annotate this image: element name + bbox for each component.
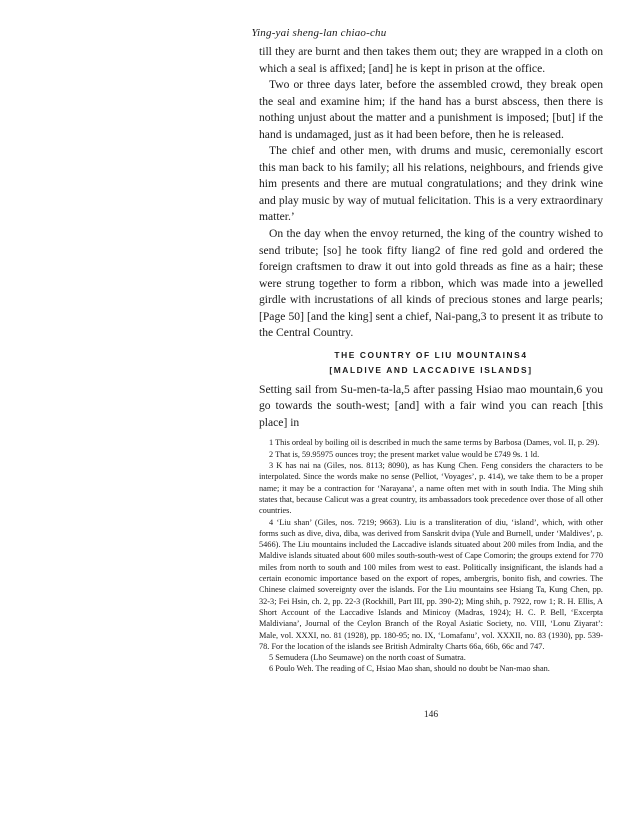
footnotes xyxy=(259,437,603,674)
footnote: 3 K has nai na (Giles, nos. 8113; 8090), as has Kung Chen. Feng considers the characters to be interpolated. Since the words make no sense (Pelliot, ‘Voyages’, p. 414), we take them to be a proper name; it may be a contraction for ‘Narayana’, a name often met with in south India. The Ming shih states that, because Calicut was a great country, its ambassadors took precedence over those of all other countries. xyxy=(259,461,603,516)
section-subtitle: [MALDIVE AND LACCADIVE ISLANDS] xyxy=(329,364,533,375)
running-head: Ying-yai sheng-lan chiao-chu xyxy=(251,27,387,39)
body-paragraph: The chief and other men, with drums and music, ceremonially escort this man back to his family; all his relations, neighbours, and friends give him presents and there are mutual congratulations; and they drink wine and play music by way of mutual felicitation. This is a very extraordinary matter.’ xyxy=(259,144,603,224)
section-title: THE COUNTRY OF LIU MOUNTAINS4 xyxy=(334,349,528,360)
main-text xyxy=(259,44,603,431)
page-number: 146 xyxy=(423,710,439,720)
footnote: 1 This ordeal by boiling oil is described in much the same terms by Barbosa (Dames, vol. II, p. 29). xyxy=(269,438,600,448)
body-paragraph: till they are burnt and then takes them out; they are wrapped in a cloth on which a seal is affixed; [and] he is kept in prison at the office. xyxy=(259,45,603,75)
footnote: 4 ‘Liu shan’ (Giles, nos. 7219; 9663). Liu is a transliteration of diu, ‘island’, which, with other forms such as dive, diva, diba, was derived from Sanskrit dvipa (Yule and Burnell, under ‘Maldives’, p. 5466). The Liu mountains included the Laccadive islands situated about 200 miles from India, and the Maldive islands situated about 600 miles south-south-west of Cape Comorin; the groups extend for 770 miles from north to south and 100 miles from west to east. Politically insignificant, the islands had a certain economic importance based on the export of ropes, ambergris, bonito fish, and cowries. The Chinese claimed sovereignty over the islands. For the Liu mountains see Hsiang Ta, Kung Chen, pp. 32-3; Fei Hsin, ch. 2, pp. 22-3 (Rockhill, Part III, pp. 390-2); Ming shih, p. 7922, row 1; R. H. Ellis, A Short Account of the Laccadive Islands and Minicoy (Madras, 1924); H. C. P. Bell, ‘Excerpta Maldiviana’, Journal of the Ceylon Branch of the Royal Asiatic Society, no. VIII, ‘Lonu Ziyarat’: Male, vol. XXXI, no. 81 (1928), pp. 180-95; no. IX, ‘Lomafanu’, vol. XXXII, no. 83 (1930), pp. 539-78. For the location of the islands see British Admiralty Charts 66a, 66b, 66c and 747. xyxy=(259,517,603,651)
body-paragraph: On the day when the envoy returned, the king of the country wished to send tribute; [so] he took fifty liang2 of fine red gold and ordered the foreign craftsmen to draw it out into gold threads as fine as a hair; these were strung together to form a ribbon, which was made into a jewelled girdle with incrustations of all kinds of precious stones and large pearls; [Page 50] [and the king] sent a chief, Nai-pang,3 to present it as tribute to the Central Country. xyxy=(259,227,603,340)
footnote: 6 Poulo Weh. The reading of C, Hsiao Mao shan, should no doubt be Nan-mao shan. xyxy=(269,664,550,674)
body-paragraph: Two or three days later, before the assembled crowd, they break open the seal and examine him; if the hand has a burst abscess, then there is nothing unjust about the matter and a punishment is imposed; [but] if the hand is undamaged, just as it had been before, then he is released. xyxy=(259,78,603,141)
footnote: 5 Semudera (Lho Seumawe) on the north coast of Sumatra. xyxy=(269,653,466,663)
section-opening-paragraph: Setting sail from Su-men-ta-la,5 after passing Hsiao mao mountain,6 you go towards the south-west; [and] with a fair wind you can reach [this place] in xyxy=(259,382,603,429)
footnote: 2 That is, 59.95975 ounces troy; the present market value would be £749 9s. 1 ld. xyxy=(269,449,540,459)
text-block xyxy=(259,44,603,675)
